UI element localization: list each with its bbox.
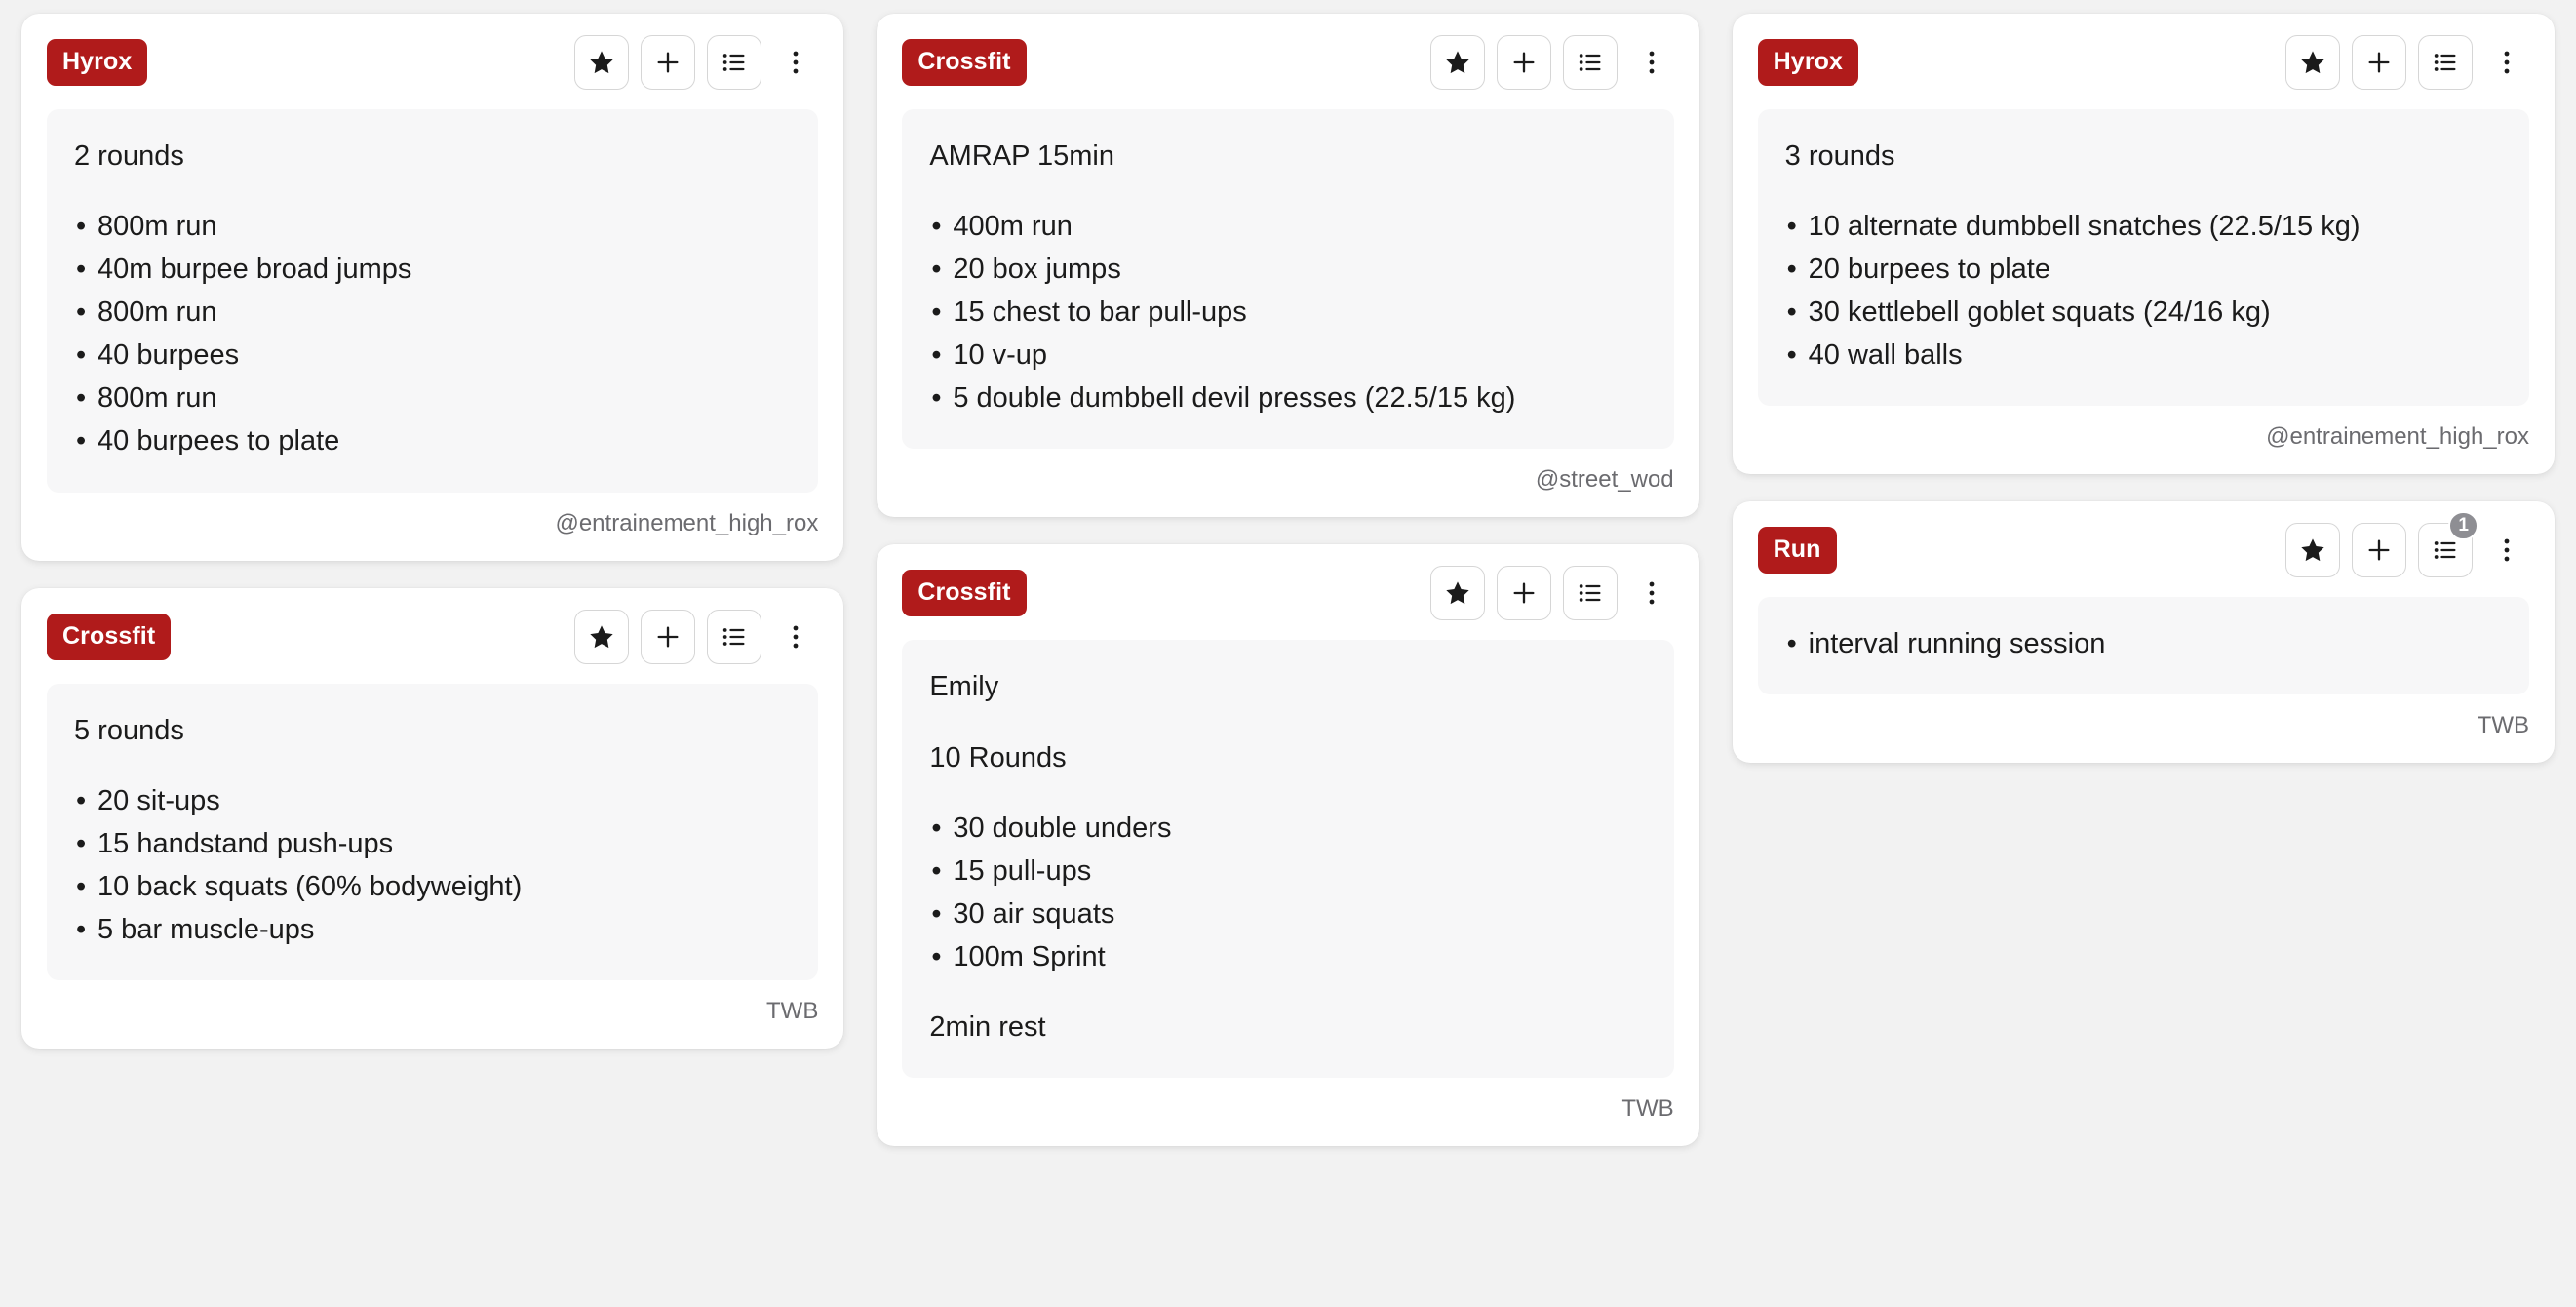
list-icon — [2432, 536, 2459, 564]
workout-item: • 800m run — [74, 291, 791, 334]
card-actions — [1430, 566, 1674, 620]
source-label: TWB — [1621, 1095, 1674, 1123]
spacer — [929, 978, 1646, 1006]
card-header — [1758, 515, 2529, 577]
workout-item: • 5 double dumbbell devil presses (22.5/15 kg) — [929, 376, 1646, 419]
card-header — [902, 35, 1673, 90]
card-header — [902, 566, 1673, 620]
more-vertical-icon — [2503, 49, 2511, 76]
list-icon — [2432, 49, 2459, 76]
more-options-button[interactable] — [1629, 566, 1674, 620]
more-vertical-icon — [1648, 49, 1656, 76]
workout-item-list — [74, 779, 791, 951]
workout-heading: 3 rounds — [1784, 140, 1895, 172]
star-icon — [588, 623, 615, 651]
more-vertical-icon — [1648, 579, 1656, 607]
workout-item: • 20 box jumps — [929, 248, 1646, 291]
list-icon — [721, 623, 748, 651]
card-header — [47, 610, 818, 664]
card-actions — [2285, 515, 2529, 577]
workout-card[interactable] — [21, 14, 843, 561]
favorite-button[interactable] — [1430, 35, 1485, 90]
favorite-button[interactable] — [574, 610, 629, 664]
workout-item: • 15 chest to bar pull-ups — [929, 291, 1646, 334]
workout-heading: AMRAP 15min — [929, 140, 1114, 172]
add-button[interactable] — [2352, 35, 2406, 90]
plus-icon — [1510, 49, 1538, 76]
workout-item: • 40 wall balls — [1785, 334, 2502, 376]
more-options-button[interactable] — [2484, 35, 2529, 90]
more-vertical-icon — [2503, 536, 2511, 564]
workout-card[interactable] — [877, 14, 1698, 517]
workout-item: • 800m run — [74, 376, 791, 419]
workout-item-list — [1785, 622, 2502, 665]
source-label: TWB — [766, 997, 819, 1024]
favorite-button[interactable] — [574, 35, 629, 90]
card-header — [1758, 35, 2529, 90]
list-count-badge: 1 — [2448, 511, 2478, 540]
list-icon — [721, 49, 748, 76]
plus-icon — [2365, 536, 2393, 564]
plus-icon — [1510, 579, 1538, 607]
spacer — [929, 178, 1646, 205]
spacer — [74, 178, 791, 205]
workout-item: • 30 air squats — [929, 892, 1646, 935]
workout-item-list — [1785, 205, 2502, 376]
workout-body — [902, 640, 1673, 1078]
add-to-list-button[interactable] — [2418, 35, 2473, 90]
spacer — [1785, 178, 2502, 205]
card-actions — [1430, 35, 1674, 90]
category-tag: Run — [1758, 527, 1837, 574]
star-icon — [588, 49, 615, 76]
board-column-3 — [1733, 14, 2555, 763]
workout-item: • 400m run — [929, 205, 1646, 248]
favorite-button[interactable] — [2285, 35, 2340, 90]
workout-item: • 5 bar muscle-ups — [74, 908, 791, 951]
workout-item: • 20 burpees to plate — [1785, 248, 2502, 291]
favorite-button[interactable] — [2285, 523, 2340, 577]
workout-body — [1758, 597, 2529, 694]
spacer — [929, 709, 1646, 736]
plus-icon — [2365, 49, 2393, 76]
workout-item: • 15 handstand push-ups — [74, 822, 791, 865]
workout-item: • 10 back squats (60% bodyweight) — [74, 865, 791, 908]
workout-item: • 20 sit-ups — [74, 779, 791, 822]
workout-heading: 5 rounds — [74, 714, 184, 746]
more-options-button[interactable] — [773, 610, 818, 664]
add-button[interactable] — [2352, 523, 2406, 577]
workout-note: 2min rest — [929, 1010, 1046, 1043]
workout-body — [47, 684, 818, 980]
source-label: @entrainement_high_rox — [555, 509, 819, 536]
more-vertical-icon — [792, 49, 800, 76]
add-to-list-button[interactable] — [707, 35, 761, 90]
list-icon — [1577, 579, 1604, 607]
workout-item: • 100m Sprint — [929, 935, 1646, 978]
card-actions — [574, 35, 818, 90]
star-icon — [1444, 579, 1471, 607]
workout-card[interactable] — [21, 588, 843, 1049]
plus-icon — [654, 623, 682, 651]
category-tag: Crossfit — [902, 570, 1026, 616]
workout-card[interactable] — [1733, 14, 2555, 474]
card-header — [47, 35, 818, 90]
star-icon — [1444, 49, 1471, 76]
add-button[interactable] — [1497, 566, 1551, 620]
category-tag: Crossfit — [47, 614, 171, 660]
list-icon — [1577, 49, 1604, 76]
add-to-list-button[interactable] — [1563, 35, 1618, 90]
workout-heading: 2 rounds — [74, 140, 184, 172]
workout-item: • 15 pull-ups — [929, 850, 1646, 892]
workout-item: • interval running session — [1785, 622, 2502, 665]
workout-body — [1758, 109, 2529, 406]
plus-icon — [654, 49, 682, 76]
workout-body — [47, 109, 818, 493]
spacer — [74, 752, 791, 779]
workout-heading: Emily — [929, 671, 999, 703]
more-options-button[interactable] — [1629, 35, 1674, 90]
workout-board — [21, 14, 2555, 1146]
workout-item: • 30 double unders — [929, 807, 1646, 850]
category-tag: Hyrox — [47, 39, 147, 86]
star-icon — [2299, 536, 2326, 564]
workout-item: • 40m burpee broad jumps — [74, 248, 791, 291]
source-label: @street_wod — [1535, 466, 1674, 494]
source-label: TWB — [2477, 712, 2529, 739]
star-icon — [2299, 49, 2326, 76]
more-options-button[interactable] — [2484, 523, 2529, 577]
board-column-1 — [21, 14, 843, 1049]
workout-item: • 40 burpees to plate — [74, 419, 791, 462]
workout-item: • 10 alternate dumbbell snatches (22.5/15 kg) — [1785, 205, 2502, 248]
workout-item-list — [929, 807, 1646, 978]
favorite-button[interactable] — [1430, 566, 1485, 620]
workout-body — [902, 109, 1673, 449]
spacer — [929, 779, 1646, 807]
category-tag: Hyrox — [1758, 39, 1858, 86]
workout-card[interactable] — [877, 544, 1698, 1146]
board-column-2 — [877, 14, 1698, 1146]
workout-card[interactable] — [1733, 501, 2555, 763]
workout-item-list — [929, 205, 1646, 419]
more-vertical-icon — [792, 623, 800, 651]
workout-item-list — [74, 205, 791, 462]
add-to-list-button[interactable] — [707, 610, 761, 664]
card-actions — [574, 610, 818, 664]
add-to-list-button[interactable] — [1563, 566, 1618, 620]
workout-item: • 800m run — [74, 205, 791, 248]
workout-item: • 30 kettlebell goblet squats (24/16 kg) — [1785, 291, 2502, 334]
card-actions — [2285, 35, 2529, 90]
source-label: @entrainement_high_rox — [2266, 423, 2529, 451]
more-options-button[interactable] — [773, 35, 818, 90]
workout-item: • 10 v-up — [929, 334, 1646, 376]
add-button[interactable] — [641, 35, 695, 90]
add-button[interactable] — [1497, 35, 1551, 90]
workout-subheading: 10 Rounds — [929, 741, 1067, 773]
add-button[interactable] — [641, 610, 695, 664]
category-tag: Crossfit — [902, 39, 1026, 86]
workout-item: • 40 burpees — [74, 334, 791, 376]
